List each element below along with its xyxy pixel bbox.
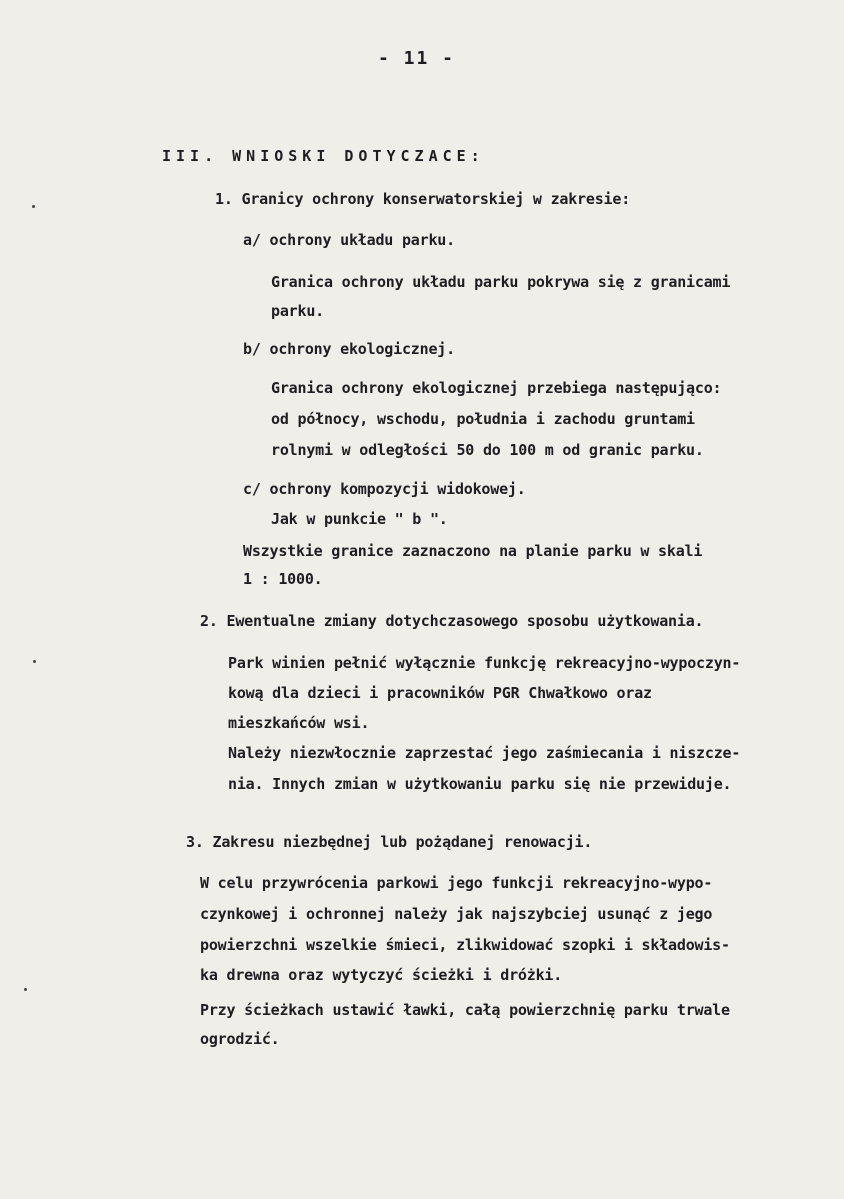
item-1a-text-line-1: Granica ochrony układu parku pokrywa się z granicami [271, 273, 731, 291]
item-1-title: 1. Granicy ochrony konserwatorskiej w zakresie: [215, 190, 631, 208]
item-2-text-line-4: Należy niezwłocznie zaprzestać jego zaśmiecania i niszcze- [228, 744, 741, 762]
item-1a-text-line-2: parku. [271, 302, 324, 320]
page-number: - 11 - [378, 48, 456, 69]
item-1b-text-line-3: rolnymi w odległości 50 do 100 m od granic parku. [271, 441, 704, 459]
scale-note-line-1: Wszystkie granice zaznaczono na planie parku w skali [243, 542, 703, 560]
item-2-text-line-5: nia. Innych zmian w użytkowaniu parku się nie przewiduje. [228, 775, 732, 793]
item-2-text-line-3: mieszkańców wsi. [228, 714, 370, 732]
paper-speck [24, 988, 27, 991]
section-heading: III. WNIOSKI DOTYCZACE: [162, 147, 485, 165]
item-1c-text: Jak w punkcie " b ". [271, 510, 448, 528]
item-3-text-line-1: W celu przywrócenia parkowi jego funkcji rekreacyjno-wypo- [200, 874, 713, 892]
item-1c-title: c/ ochrony kompozycji widokowej. [243, 480, 526, 498]
item-2-text-line-2: kową dla dzieci i pracowników PGR Chwałkowo oraz [228, 684, 652, 702]
item-3-text-line-2: czynkowej i ochronnej należy jak najszybciej usunąć z jego [200, 905, 713, 923]
item-2-title: 2. Ewentualne zmiany dotychczasowego sposobu użytkowania. [200, 612, 704, 630]
item-1b-title: b/ ochrony ekologicznej. [243, 340, 455, 358]
item-3-title: 3. Zakresu niezbędnej lub pożądanej renowacji. [186, 833, 593, 851]
scale-note-line-2: 1 : 1000. [243, 570, 323, 588]
item-3-text-line-4: ka drewna oraz wytyczyć ścieżki i dróżki. [200, 966, 563, 984]
paper-speck [32, 205, 35, 208]
item-2-text-line-1: Park winien pełnić wyłącznie funkcję rekreacyjno-wypoczyn- [228, 654, 741, 672]
item-1a-title: a/ ochrony układu parku. [243, 231, 455, 249]
item-1b-text-line-1: Granica ochrony ekologicznej przebiega następująco: [271, 379, 722, 397]
item-3-text-line-5: Przy ścieżkach ustawić ławki, całą powierzchnię parku trwale [200, 1001, 730, 1019]
item-3-text-line-3: powierzchni wszelkie śmieci, zlikwidować szopki i składowis- [200, 936, 730, 954]
paper-speck [33, 660, 36, 663]
item-3-text-line-6: ogrodzić. [200, 1030, 280, 1048]
item-1b-text-line-2: od północy, wschodu, południa i zachodu gruntami [271, 410, 695, 428]
